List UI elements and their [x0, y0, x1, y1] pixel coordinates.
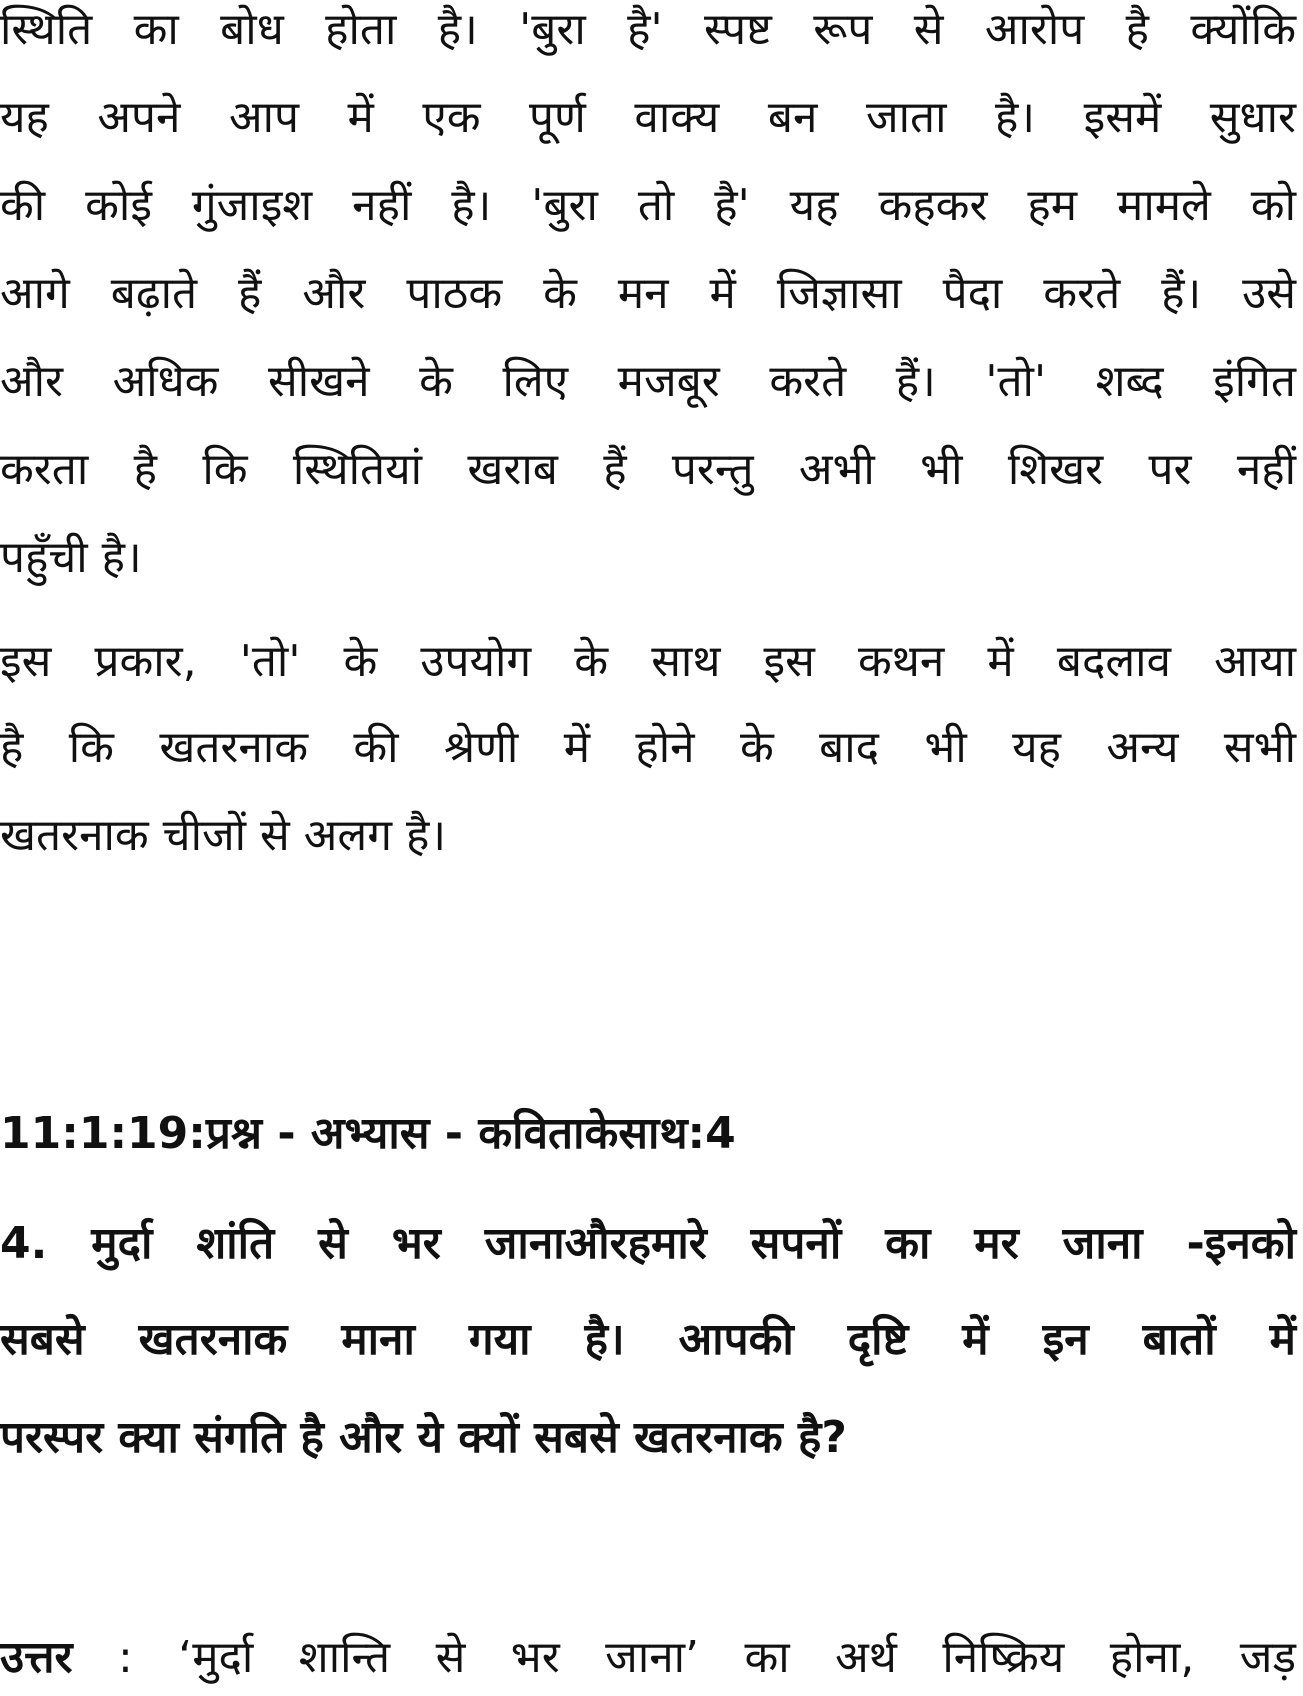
paragraph-line: आगे बढ़ाते हैं और पाठक के मन में जिज्ञासा पैदा करते हैं। उसे	[0, 268, 1296, 319]
question-line: परस्पर क्या संगति है और ये क्यों सबसे खतरनाक है?	[0, 1412, 847, 1463]
paragraph-line: की कोई गुंजाइश नहीं है। 'बुरा तो है' यह कहकर हम मामले को	[0, 180, 1296, 231]
paragraph-line: स्थिति का बोध होता है। 'बुरा है' स्पष्ट रूप से आरोप है क्योंकि	[0, 4, 1296, 55]
paragraph-line: पहुँची है।	[0, 532, 142, 583]
answer-label: उत्तर	[0, 1632, 73, 1683]
paragraph-line: इस प्रकार, 'तो' के उपयोग के साथ इस कथन में बदलाव आया	[0, 636, 1296, 687]
paragraph-line: खतरनाक चीजों से अलग है।	[0, 810, 447, 861]
paragraph-line: और अधिक सीखने के लिए मजबूर करते हैं। 'तो' शब्द इंगित	[0, 356, 1296, 407]
paragraph-line: करता है कि स्थितियां खराब हैं परन्तु अभी भी शिखर पर नहीं	[0, 444, 1296, 495]
paragraph-line: है कि खतरनाक की श्रेणी में होने के बाद भी यह अन्य सभी	[0, 722, 1296, 773]
answer-line	[0, 1632, 1296, 1683]
answer-text: : ‘मुर्दा शान्ति से भर जाना’ का अर्थ निष्क्रिय होना, जड़	[72, 1632, 1296, 1683]
paragraph-line: यह अपने आप में एक पूर्ण वाक्य बन जाता है। इसमें सुधार	[0, 92, 1296, 143]
question-line: 4. मुर्दा शांति से भर जानाऔरहमारे सपनों का मर जाना -इनको	[0, 1218, 1296, 1269]
section-heading: 11:1:19:प्रश्न - अभ्यास - कविताकेसाथ:4	[0, 1108, 736, 1159]
question-line: सबसे खतरनाक माना गया है। आपकी दृष्टि में इन बातों में	[0, 1314, 1296, 1365]
